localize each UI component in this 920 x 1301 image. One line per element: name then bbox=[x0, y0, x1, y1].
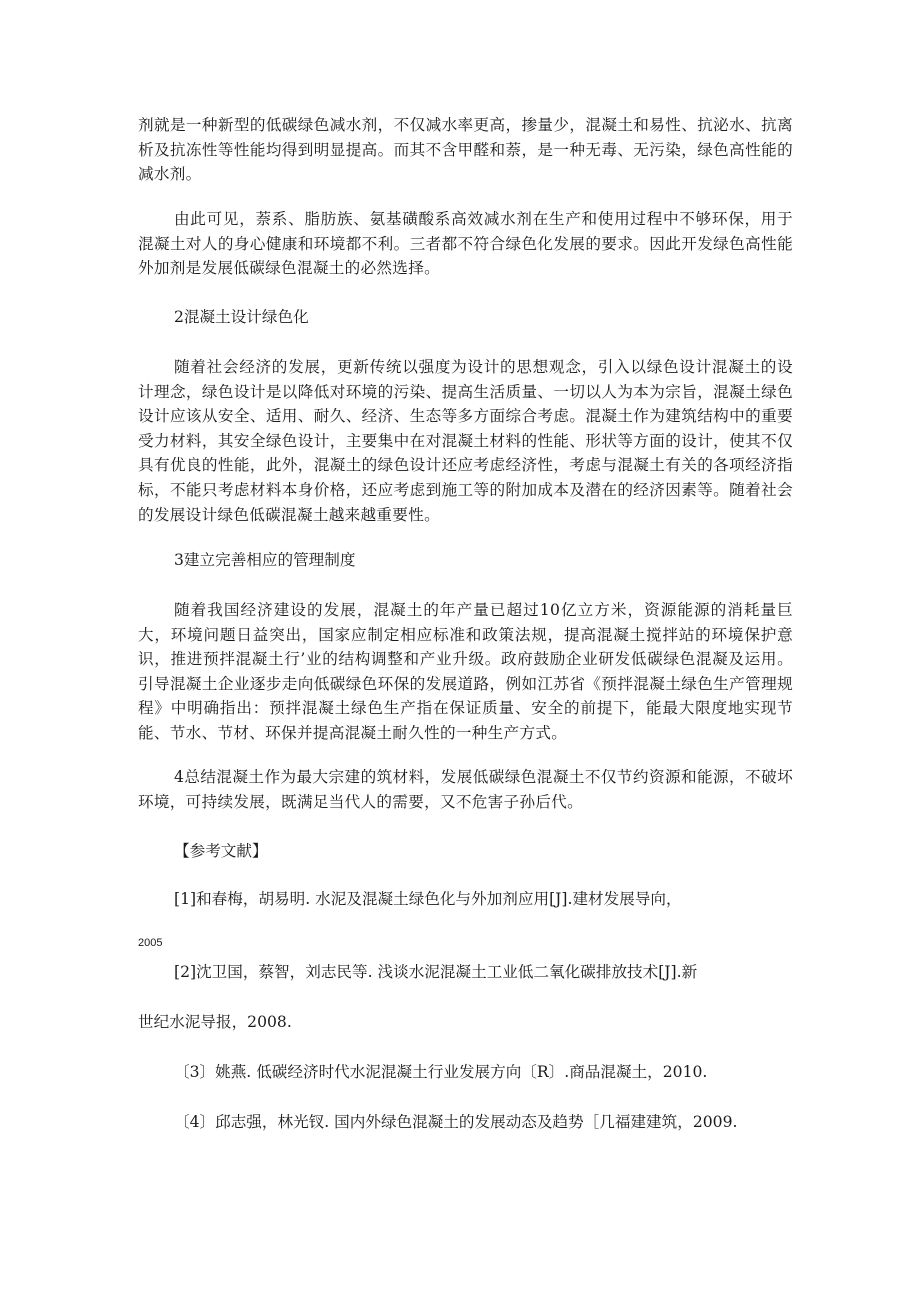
reference-2-line-2: 世纪水泥导报，2008. bbox=[138, 1013, 292, 1031]
reference-1-line-2: 2005 bbox=[138, 937, 163, 949]
paragraph-summary: 4总结混凝土作为最大宗建的筑材料，发展低碳绿色混凝土不仅节约资源和能源，不破坏环境，可持续发展，既满足当代人的需要，又不危害子孙后代。 bbox=[138, 768, 793, 811]
section-heading-design: 2混凝土设计绿色化 bbox=[174, 308, 309, 326]
section-heading-management: 3建立完善相应的管理制度 bbox=[174, 551, 356, 569]
reference-2-line-1: [2]沈卫国，蔡智，刘志民等. 浅谈水泥混凝土工业低二氧化碳排放技术[J].新 bbox=[174, 963, 698, 981]
reference-1-line-1: [1]和春梅，胡易明. 水泥及混凝土绿色化与外加剂应用[J].建材发展导向， bbox=[174, 890, 682, 908]
paragraph-green-design: 随着社会经济的发展，更新传统以强度为设计的思想观念，引入以绿色设计混凝土的设计理念，绿色设计是以降低对环境的污染、提高生活质量、一切以人为本为宗旨，混凝土绿色设计应该从安全、适用、耐久、经济、生态等多方面综合考虑。混凝土作为建筑结构中的重要受力材料，其安全绿色设计，主要集中在对混凝土材料的性能、形状等方面的设计，使其不仅具有优良的性能，此外，混凝土的绿色设计还应考虑经济性，考虑与混凝土有关的各项经济指标，不能只考虑材料本身价格，还应考虑到施工等的附加成本及潜在的经济因素等。随着社会的发展设计绿色低碳混凝土越来越重要性。 bbox=[138, 358, 793, 524]
references-title: 【参考文献】 bbox=[174, 842, 268, 860]
reference-3: 〔3〕姚燕. 低碳经济时代水泥混凝土行业发展方向〔R〕.商品混凝土，2010. bbox=[174, 1063, 708, 1081]
paragraph-water-reducer: 剂就是一种新型的低碳绿色减水剂，不仅减水率更高，掺量少，混凝土和易性、抗泌水、抗离析及抗冻性等性能均得到明显提高。而其不含甲醛和萘，是一种无毒、无污染，绿色高性能的减水剂。 bbox=[138, 116, 793, 184]
reference-4: 〔4〕邱志强，林光钗. 国内外绿色混凝土的发展动态及趋势［几福建建筑，2009. bbox=[174, 1113, 738, 1131]
paragraph-management: 随着我国经济建设的发展，混凝土的年产量已超过10亿立方米，资源能源的消耗量巨大，环境问题日益突出，国家应制定相应标准和政策法规，提高混凝土搅拌站的环境保护意识，推进预拌混凝土行’业的结构调整和产业升级。政府鼓励企业研发低碳绿色混凝及运用。引导混凝土企业逐步走向低碳绿色环保的发展道路，例如江苏省《预拌混凝土绿色生产管理规程》中明确指出：预拌混凝土绿色生产指在保证质量、安全的前提下，能最大限度地实现节能、节水、节材、环保并提高混凝土耐久性的一种生产方式。 bbox=[138, 601, 793, 742]
paragraph-conclusion-admixture: 由此可见，萘系、脂肪族、氨基磺酸系高效减水剂在生产和使用过程中不够环保，用于混凝土对人的身心健康和环境都不利。三者都不符合绿色化发展的要求。因此开发绿色高性能外加剂是发展低碳绿色混凝土的必然选择。 bbox=[138, 210, 793, 278]
